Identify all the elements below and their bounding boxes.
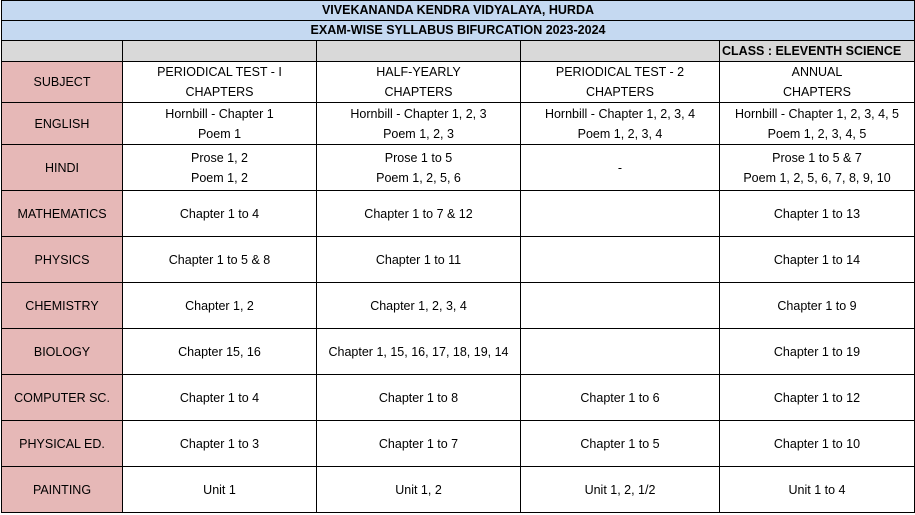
- subject-cell: PAINTING: [2, 467, 123, 513]
- syllabus-line: Hornbill - Chapter 1, 2, 3, 4: [544, 106, 696, 121]
- header-line: ANNUAL: [791, 65, 843, 79]
- syllabus-cell-pt2: [521, 237, 720, 283]
- subject-cell: PHYSICS: [2, 237, 123, 283]
- syllabus-line: Hornbill - Chapter 1, 2, 3, 4, 5: [735, 106, 899, 121]
- table-row: [2, 421, 915, 467]
- syllabus-cell-pt1: [123, 237, 317, 283]
- syllabus-line: Chapter 1 to 11: [375, 252, 462, 267]
- syllabus-cell-hy: [317, 329, 521, 375]
- syllabus-line: Poem 1, 2: [191, 170, 248, 185]
- syllabus-cell-hy: [317, 283, 521, 329]
- syllabus-line: Poem 1: [197, 126, 242, 141]
- blank-header-cell: [317, 41, 521, 62]
- header-line: PERIODICAL TEST - I: [157, 65, 282, 79]
- syllabus-line: Unit 1 to 4: [788, 482, 846, 497]
- syllabus-line: Chapter 1 to 6: [580, 390, 660, 405]
- syllabus-cell-annual: [720, 329, 915, 375]
- syllabus-cell-pt2: [521, 467, 720, 513]
- table-row: [2, 283, 915, 329]
- subject-cell: PHYSICAL ED.: [2, 421, 123, 467]
- blank-header-cell: [521, 41, 720, 62]
- half-yearly-header: [317, 62, 521, 103]
- syllabus-cell-annual: [720, 103, 915, 145]
- header-line: CHAPTERS: [782, 85, 852, 99]
- syllabus-line: Chapter 1 to 4: [179, 390, 260, 405]
- syllabus-line: Chapter 1 to 13: [773, 206, 861, 221]
- syllabus-line: Poem 1, 2, 3, 4, 5: [767, 126, 867, 141]
- subject-cell: MATHEMATICS: [2, 191, 123, 237]
- syllabus-cell-pt2: [521, 191, 720, 237]
- table-row: [2, 237, 915, 283]
- pt1-header: [123, 62, 317, 103]
- class-label: CLASS : ELEVENTH SCIENCE: [720, 41, 915, 62]
- syllabus-line: Chapter 1 to 7: [378, 436, 459, 451]
- syllabus-cell-annual: [720, 421, 915, 467]
- syllabus-cell-pt1: [123, 191, 317, 237]
- table-row: [2, 145, 915, 191]
- syllabus-line: Chapter 1 to 9: [777, 298, 857, 313]
- syllabus-cell-hy: [317, 237, 521, 283]
- syllabus-line: Chapter 1 to 14: [773, 252, 861, 267]
- syllabus-cell-pt2: [521, 375, 720, 421]
- table-row: [2, 329, 915, 375]
- subject-cell: BIOLOGY: [2, 329, 123, 375]
- syllabus-cell-annual: [720, 145, 915, 191]
- syllabus-table: [1, 0, 915, 513]
- table-row: [2, 467, 915, 513]
- table-row: [2, 375, 915, 421]
- table-row: [2, 191, 915, 237]
- syllabus-line: Poem 1, 2, 3: [383, 126, 454, 141]
- syllabus-subtitle: EXAM-WISE SYLLABUS BIFURCATION 2023-2024: [2, 21, 915, 41]
- syllabus-line: Prose 1, 2: [191, 150, 248, 165]
- syllabus-cell-pt1: [123, 283, 317, 329]
- header-line: CHAPTERS: [384, 85, 453, 99]
- syllabus-line: Chapter 1 to 7 & 12: [364, 206, 473, 221]
- syllabus-line: Poem 1, 2, 3, 4: [577, 126, 663, 141]
- syllabus-cell-annual: [720, 191, 915, 237]
- syllabus-line: Chapter 1 to 19: [773, 344, 861, 359]
- syllabus-cell-pt1: [123, 329, 317, 375]
- subject-cell: CHEMISTRY: [2, 283, 123, 329]
- table-row: [2, 103, 915, 145]
- syllabus-cell-hy: [317, 191, 521, 237]
- syllabus-line: Chapter 1 to 12: [773, 390, 861, 405]
- header-line: PERIODICAL TEST - 2: [555, 65, 685, 79]
- syllabus-cell-hy: [317, 375, 521, 421]
- header-line: HALF-YEARLY: [376, 65, 461, 79]
- syllabus-cell-hy: [317, 145, 521, 191]
- syllabus-line: Chapter 1, 15, 16, 17, 18, 19, 14: [328, 344, 509, 359]
- syllabus-cell-annual: [720, 375, 915, 421]
- syllabus-cell-hy: [317, 421, 521, 467]
- syllabus-cell-pt2: [521, 329, 720, 375]
- syllabus-line: Unit 1, 2: [395, 482, 442, 497]
- syllabus-line: Chapter 1 to 5 & 8: [168, 252, 271, 267]
- syllabus-line: Chapter 1 to 8: [378, 390, 459, 405]
- syllabus-cell-annual: [720, 237, 915, 283]
- syllabus-line: Chapter 1 to 4: [179, 206, 260, 221]
- syllabus-cell-pt1: [123, 103, 317, 145]
- school-title: VIVEKANANDA KENDRA VIDYALAYA, HURDA: [2, 1, 915, 21]
- syllabus-cell-annual: [720, 467, 915, 513]
- syllabus-line: Chapter 1 to 10: [773, 436, 861, 451]
- syllabus-line: Chapter 1, 2, 3, 4: [370, 298, 467, 313]
- syllabus-cell-annual: [720, 283, 915, 329]
- syllabus-line: Unit 1, 2, 1/2: [584, 482, 656, 497]
- blank-header-cell: [123, 41, 317, 62]
- syllabus-cell-pt1: [123, 467, 317, 513]
- syllabus-line: Prose 1 to 5: [384, 150, 453, 165]
- subject-header: SUBJECT: [2, 62, 123, 103]
- syllabus-cell-pt1: [123, 145, 317, 191]
- syllabus-cell-pt2: [521, 103, 720, 145]
- syllabus-line: Poem 1, 2, 5, 6, 7, 8, 9, 10: [743, 170, 891, 185]
- syllabus-cell-pt2: [521, 145, 720, 191]
- syllabus-line: Hornbill - Chapter 1, 2, 3: [350, 106, 487, 121]
- syllabus-cell-pt1: [123, 375, 317, 421]
- subject-cell: HINDI: [2, 145, 123, 191]
- syllabus-cell-hy: [317, 103, 521, 145]
- syllabus-line: Unit 1: [203, 482, 236, 497]
- syllabus-line: Hornbill - Chapter 1: [165, 106, 274, 121]
- syllabus-cell-pt2: [521, 283, 720, 329]
- syllabus-cell-pt1: [123, 421, 317, 467]
- header-line: CHAPTERS: [585, 85, 655, 99]
- syllabus-cell-hy: [317, 467, 521, 513]
- syllabus-line: Prose 1 to 5 & 7: [772, 150, 862, 165]
- syllabus-line: Chapter 1 to 5: [580, 436, 660, 451]
- subject-cell: COMPUTER SC.: [2, 375, 123, 421]
- pt2-header: [521, 62, 720, 103]
- blank-header-cell: [2, 41, 123, 62]
- syllabus-line: -: [617, 160, 623, 175]
- syllabus-line: Chapter 1 to 3: [179, 436, 260, 451]
- syllabus-line: Poem 1, 2, 5, 6: [376, 170, 461, 185]
- annual-header: [720, 62, 915, 103]
- syllabus-line: Chapter 15, 16: [178, 344, 261, 359]
- subject-cell: ENGLISH: [2, 103, 123, 145]
- syllabus-cell-pt2: [521, 421, 720, 467]
- header-line: CHAPTERS: [185, 85, 254, 99]
- syllabus-line: Chapter 1, 2: [185, 298, 254, 313]
